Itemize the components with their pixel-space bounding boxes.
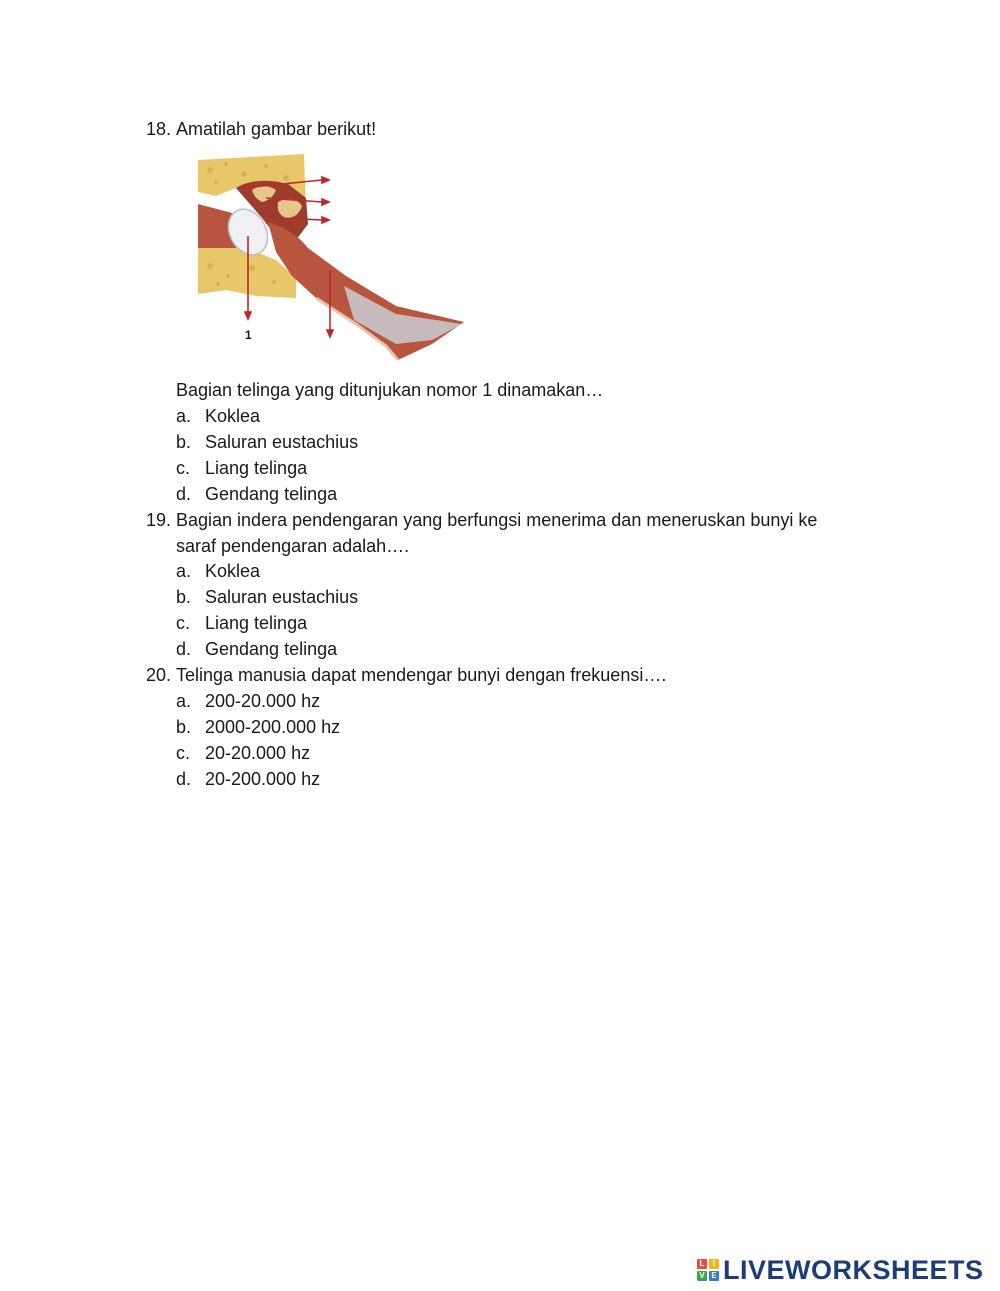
question-text-line2: saraf pendengaran adalah…. xyxy=(176,536,410,556)
option-c[interactable] xyxy=(176,613,307,634)
option-text: Liang telinga xyxy=(205,458,308,478)
option-d[interactable] xyxy=(176,769,320,790)
logo-letter-v: V xyxy=(697,1271,707,1281)
option-a[interactable] xyxy=(176,561,260,582)
option-text: 200-20.000 hz xyxy=(205,691,321,711)
option-letter: a. xyxy=(176,406,192,426)
question-prompt: Amatilah gambar berikut! xyxy=(176,119,377,139)
option-letter: c. xyxy=(176,613,191,633)
option-b[interactable] xyxy=(176,432,358,453)
option-text: Liang telinga xyxy=(205,613,308,633)
question-text: Telinga manusia dapat mendengar bunyi dengan frekuensi…. xyxy=(176,665,667,685)
option-d[interactable] xyxy=(176,639,337,660)
option-letter: a. xyxy=(176,561,192,581)
option-text: 20-20.000 hz xyxy=(205,743,311,763)
option-a[interactable] xyxy=(176,691,320,712)
option-b[interactable] xyxy=(176,717,340,738)
option-letter: c. xyxy=(176,458,191,478)
ear-illustration xyxy=(196,148,468,370)
question-number: 19. xyxy=(146,510,172,530)
option-letter: b. xyxy=(176,717,192,737)
figure-label-1: 1 xyxy=(245,328,252,342)
option-letter: d. xyxy=(176,484,192,504)
option-letter: c. xyxy=(176,743,191,763)
option-letter: d. xyxy=(176,639,192,659)
option-letter: d. xyxy=(176,769,192,789)
question-number: 20. xyxy=(146,665,172,685)
option-d[interactable] xyxy=(176,484,337,505)
option-text: Saluran eustachius xyxy=(205,587,359,607)
option-text: Koklea xyxy=(205,406,261,426)
option-letter: b. xyxy=(176,587,192,607)
option-text: 20-200.000 hz xyxy=(205,769,321,789)
option-text: Gendang telinga xyxy=(205,639,338,659)
option-c[interactable] xyxy=(176,743,310,764)
question-text-line1: Bagian indera pendengaran yang berfungsi menerima dan meneruskan bunyi ke xyxy=(176,510,818,530)
option-a[interactable] xyxy=(176,406,260,427)
logo-letter-l: L xyxy=(697,1259,707,1269)
option-text: Saluran eustachius xyxy=(205,432,359,452)
option-text: 2000-200.000 hz xyxy=(205,717,341,737)
brand-name: LIVEWORKSHEETS xyxy=(723,1254,984,1285)
option-b[interactable] xyxy=(176,587,358,608)
option-text: Gendang telinga xyxy=(205,484,338,504)
question-number: 18. xyxy=(146,119,172,139)
liveworksheets-logo xyxy=(697,1255,984,1285)
option-letter: b. xyxy=(176,432,192,452)
option-c[interactable] xyxy=(176,458,307,479)
logo-letter-i: I xyxy=(709,1259,719,1269)
question-text: Bagian telinga yang ditunjukan nomor 1 dinamakan… xyxy=(176,380,604,400)
option-text: Koklea xyxy=(205,561,261,581)
ear-diagram xyxy=(196,148,468,370)
logo-letter-e: E xyxy=(709,1271,719,1281)
option-letter: a. xyxy=(176,691,192,711)
logo-mark-icon xyxy=(697,1259,719,1281)
